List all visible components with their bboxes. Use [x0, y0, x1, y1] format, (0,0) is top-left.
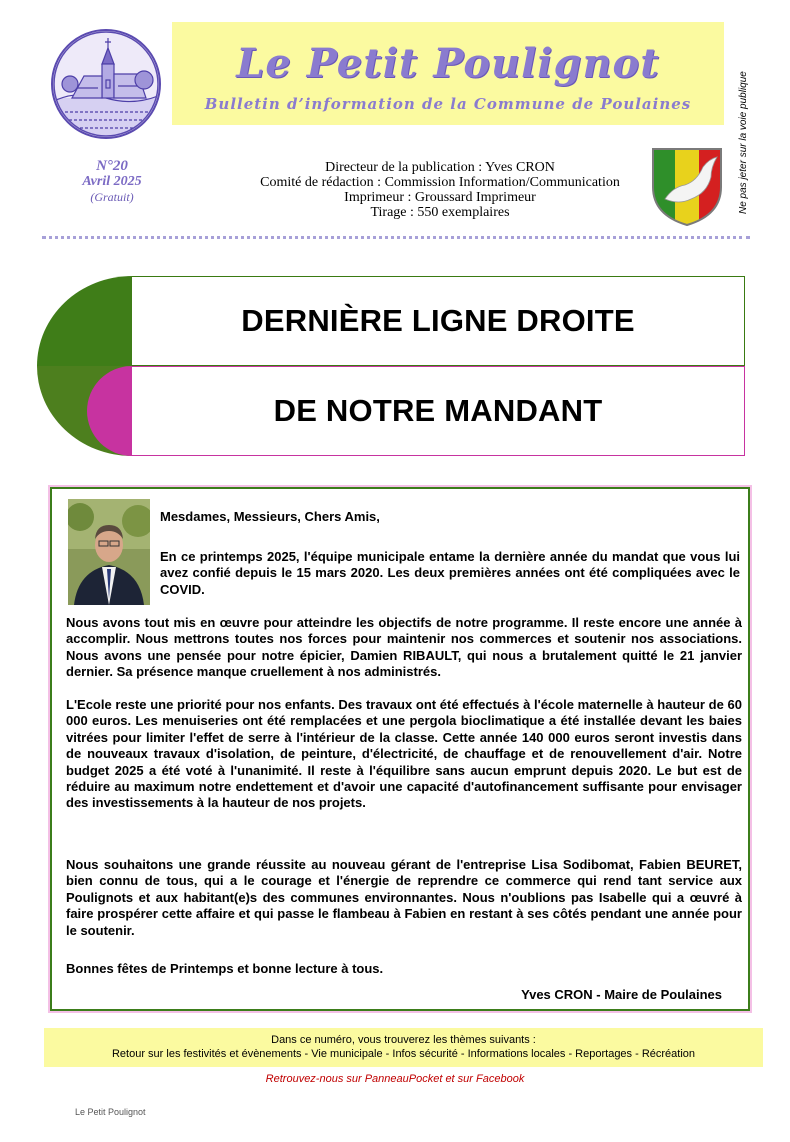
article-paragraph-2: Nous avons tout mis en œuvre pour atteindre les objectifs de notre programme. Il reste encore une année à accomplir. Nous mettrons toutes nos forces pour maintenir nos commerces et soutenir nos associations. Nous avons une pensée pour notre épicier, Damien RIBAULT, qui nous a brutalement quitté le 21 janvier dernier. Sa présence manque cruellement à nos administrés. — [66, 615, 742, 680]
article-greeting: Mesdames, Messieurs, Chers Amis, — [160, 509, 380, 524]
mayor-portrait — [68, 499, 150, 605]
publication-credits — [210, 160, 670, 220]
village-seal-logo — [50, 28, 162, 140]
headline-line-1: DERNIÈRE LIGNE DROITE — [241, 303, 635, 338]
credit-printer: Imprimeur : Groussard Imprimeur — [344, 190, 536, 205]
article-paragraph-4: Nous souhaitons une grande réussite au nouveau gérant de l'entreprise Lisa Sodibomat, Fabien BEURET, bien connu de tous, qui a le courage et l'énergie de reprendre ce commerce qui rend tant service aux Poulignots et aux habitant(e)s des communes environnantes. Nous n'oublions pas Isabelle qui a œuvré à faire prospérer cette affaire et qui passe le flambeau à Fabien en restant à ses côtés pendant une année pour le soutenir. — [66, 857, 742, 938]
issue-number: N°20 — [96, 158, 128, 174]
coat-of-arms-icon — [651, 147, 723, 227]
dotted-divider — [42, 236, 750, 239]
headline-line-1-box — [132, 276, 745, 366]
issue-price: (Gratuit) — [90, 190, 134, 204]
article-signature: Yves CRON - Maire de Poulaines — [521, 987, 722, 1002]
credit-print-run: Tirage : 550 exemplaires — [370, 205, 510, 220]
issue-info — [62, 158, 162, 204]
themes-list: Retour sur les festivités et évènements - Vie municipale - Infos sécurité - Informations locales - Reportages - Récréation — [111, 1048, 696, 1060]
article-closing: Bonnes fêtes de Printemps et bonne lecture à tous. — [66, 961, 384, 976]
credit-director: Directeur de la publication : Yves CRON — [325, 160, 555, 175]
litter-notice: Ne pas jeter sur la voie publique — [738, 71, 749, 214]
issue-themes-box — [44, 1028, 763, 1067]
headline-line-2-box — [132, 366, 745, 456]
social-links-note: Retrouvez-nous sur PanneauPocket et sur Facebook — [265, 1073, 525, 1085]
credit-committee: Comité de rédaction : Commission Information/Communication — [260, 175, 620, 190]
editorial-article — [50, 487, 750, 1011]
newsletter-subtitle: Bulletin d’information de la Commune de Poulaines — [204, 95, 692, 113]
headline-line-2: DE NOTRE MANDANT — [273, 393, 603, 428]
themes-intro: Dans ce numéro, vous trouverez les thèmes suivants : — [271, 1034, 536, 1046]
issue-date: Avril 2025 — [82, 174, 142, 189]
page-footer: Le Petit Poulignot — [75, 1107, 146, 1117]
article-paragraph-1: En ce printemps 2025, l'équipe municipale entame la dernière année du mandat que vous lui avez confié depuis le 15 mars 2020. Les deux premières années ont été compliquées avec le COVID. — [160, 549, 740, 597]
masthead-banner — [172, 22, 724, 125]
article-paragraph-3: L'Ecole reste une priorité pour nos enfants. Des travaux ont été effectués à l'école maternelle à hauteur de 60 000 euros. Les menuiseries ont été remplacées et une pergola bioclimatique a été installée devant les baies vitrées pour limiter l'effet de serre à l'intérieur de la classe. Cette année 140 000 euros seront investis dans de nouveaux travaux d'isolation, de peinture, d'électricité, de chauffage et de renouvellement d'air. Notre budget 2025 a été voté à l'unanimité. Il reste à l'équilibre sans aucun emprunt depuis 2020. Le but est de réduire au maximum notre endettement et d'avoir une capacité d'autofinancement suffisante pour envisager des investissements à la hauteur de nos projets. — [66, 697, 742, 811]
newsletter-title: Le Petit Poulignot — [236, 40, 660, 87]
